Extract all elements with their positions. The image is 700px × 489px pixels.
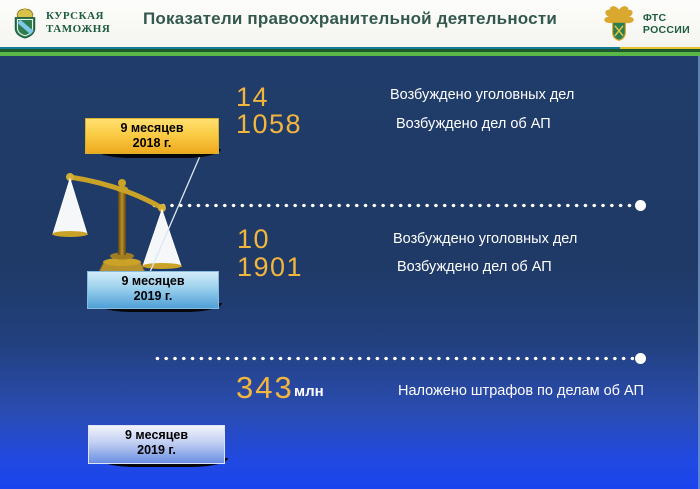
- period-2018-line2: 2018 г.: [132, 136, 172, 150]
- stat-2019-criminal-label: Возбуждено уголовных дел: [393, 231, 578, 247]
- stat-2018-criminal-value: 14: [236, 82, 270, 112]
- fts-logo-line2: РОССИИ: [642, 24, 690, 36]
- period-2019-line1: 9 месяцев: [121, 274, 185, 288]
- stat-2019-admin-label: Возбуждено дел об АП: [397, 259, 552, 275]
- fts-russia-eagle-icon: [600, 4, 638, 44]
- stat-fines-value: 343: [236, 370, 294, 405]
- stat-2018-admin-value: 1058: [236, 109, 303, 139]
- stat-2018-criminal-label: Возбуждено уголовных дел: [390, 87, 575, 103]
- stat-fines-label: Наложено штрафов по делам об АП: [398, 383, 644, 399]
- fts-russia-logo: [600, 4, 690, 44]
- period-2019-fines-line2: 2019 г.: [137, 443, 176, 457]
- fts-logo-line1: ФТС: [642, 12, 667, 24]
- period-box-2018: [85, 118, 219, 154]
- slide-body: [0, 56, 700, 489]
- kursk-logo-line2: ТАМОЖНЯ: [46, 23, 111, 35]
- period-box-2019: [87, 271, 219, 309]
- period-2019-line2: 2019 г.: [133, 289, 173, 303]
- kursk-logo-line1: КУРСКАЯ: [46, 10, 104, 22]
- page-title: Показатели правоохранительной деятельности: [142, 9, 557, 28]
- period-box-2019-fines: [88, 425, 225, 464]
- period-2019-fines-line1: 9 месяцев: [124, 428, 189, 442]
- stat-fines-unit: млн: [294, 383, 324, 400]
- stat-2018-admin-label: Возбуждено дел об АП: [396, 116, 551, 132]
- stat-2019-criminal-value: 10: [237, 224, 271, 254]
- period-2018-line1: 9 месяцев: [120, 121, 184, 135]
- stat-2019-admin-value: 1901: [237, 252, 304, 282]
- slide-header: [0, 0, 700, 47]
